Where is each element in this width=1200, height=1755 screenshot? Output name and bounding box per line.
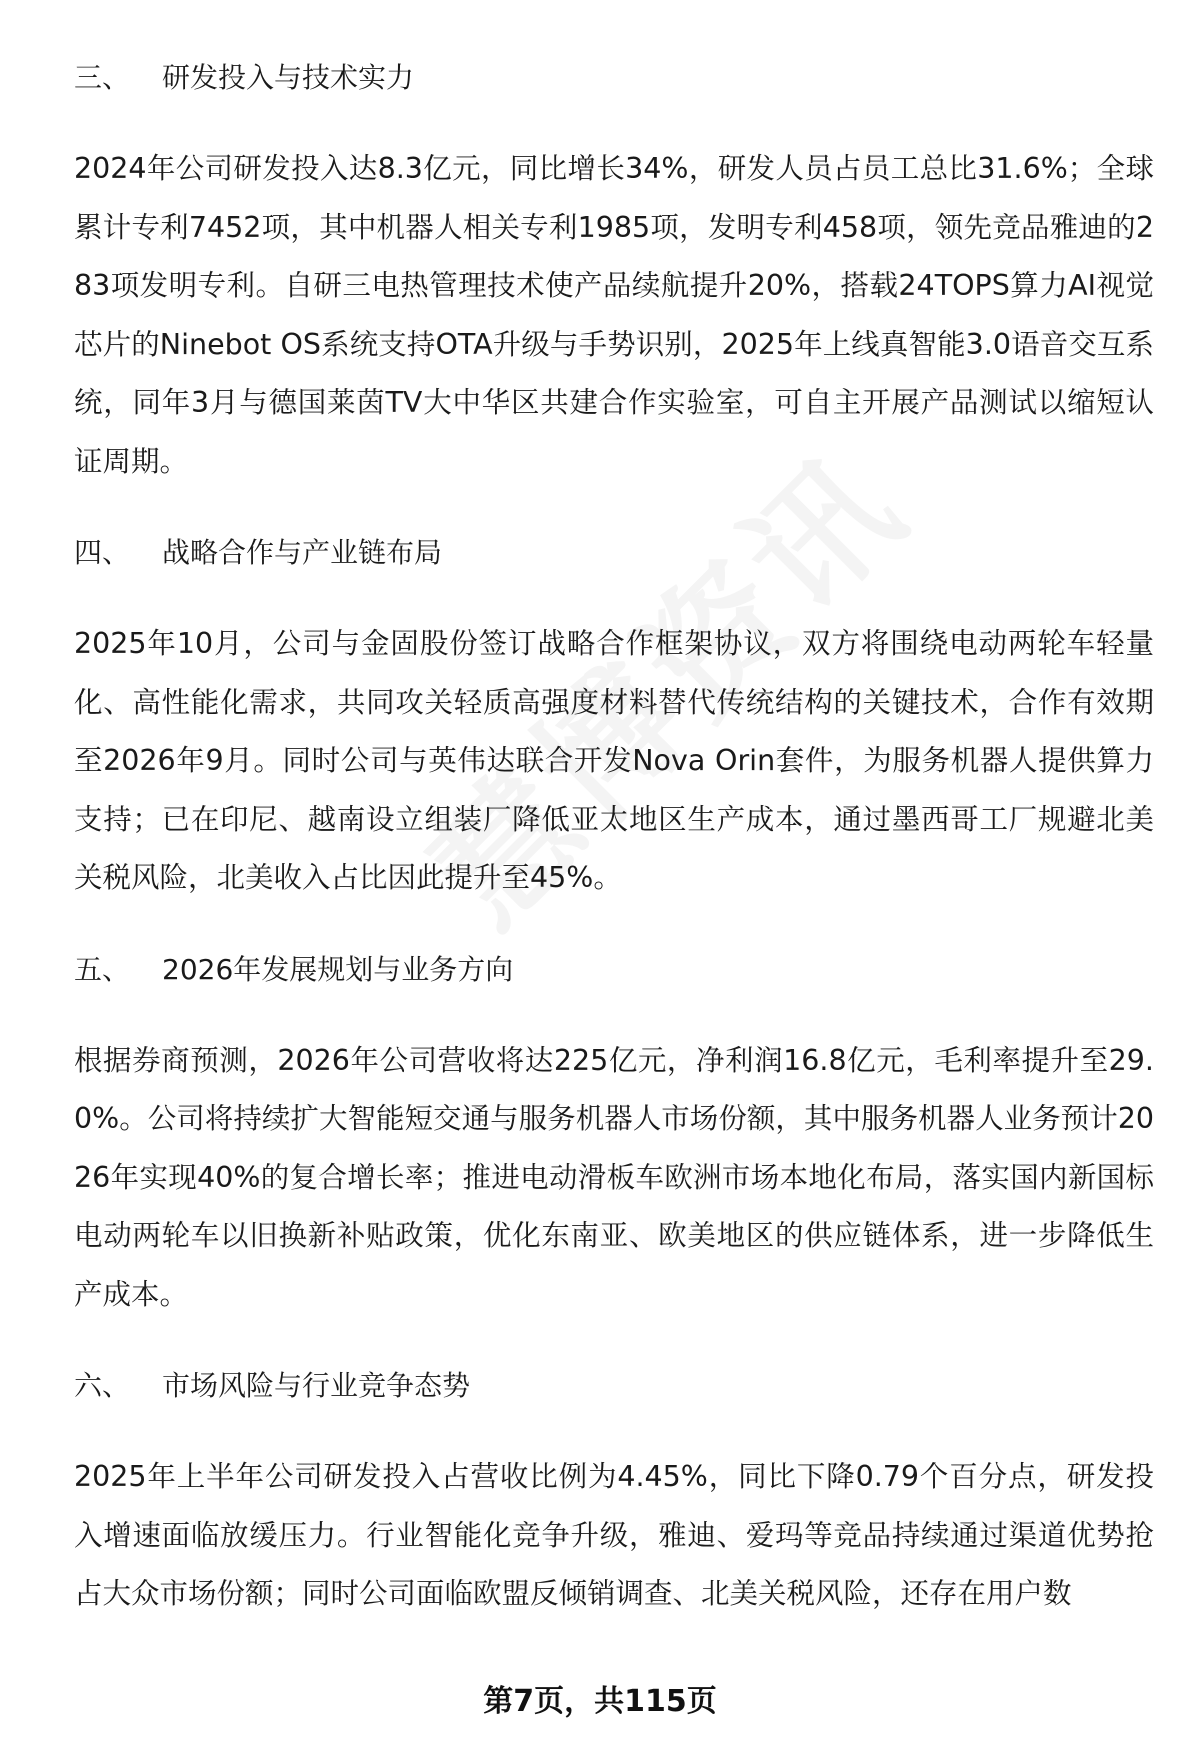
section-title: 研发投入与技术实力 (162, 61, 415, 94)
document-content (74, 58, 1154, 1666)
section-heading-5 (74, 950, 1154, 990)
section-body-4: 2025年10月，公司与金固股份签订战略合作框架协议，双方将围绕电动两轮车轻量化、高性能化需求，共同攻关轻质高强度材料替代传统结构的关键技术，合作有效期至2026年9月。同时公司与英伟达联合开发Nova Orin套件，为服务机器人提供算力支持；已在印尼、越南设立组装厂降低亚太地区生产成本，通过墨西哥工厂规避北美关税风险，北美收入占比因此提升至45%。 (74, 627, 1154, 894)
section-heading-4 (74, 533, 1154, 573)
section-body-5: 根据券商预测，2026年公司营收将达225亿元，净利润16.8亿元，毛利率提升至29.0%。公司将持续扩大智能短交通与服务机器人市场份额，其中服务机器人业务预计2026年实现40%的复合增长率；推进电动滑板车欧洲市场本地化布局，落实国内新国标电动两轮车以旧换新补贴政策，优化东南亚、欧美地区的供应链体系，进一步降低生产成本。 (74, 1043, 1154, 1311)
section-body-3: 2024年公司研发投入达8.3亿元，同比增长34%，研发人员占员工总比31.6%；全球累计专利7452项，其中机器人相关专利1985项，发明专利458项，领先竞品雅迪的283项发明专利。自研三电热管理技术使产品续航提升20%，搭载24TOPS算力AI视觉芯片的Ninebot OS系统支持OTA升级与手势识别，2025年上线真智能3.0语音交互系统，同年3月与德国莱茵TV大中华区共建合作实验室，可自主开展产品测试以缩短认证周期。 (74, 152, 1154, 478)
section-body-6: 2025年上半年公司研发投入占营收比例为4.45%，同比下降0.79个百分点，研发投入增速面临放缓压力。行业智能化竞争升级，雅迪、爱玛等竞品持续通过渠道优势抢占大众市场份额；同时公司面临欧盟反倾销调查、北美关税风险，还存在用户数 (74, 1460, 1154, 1610)
section-heading-3 (74, 58, 1154, 98)
section-number: 六、 (74, 1369, 131, 1402)
section-title: 2026年发展规划与业务方向 (162, 952, 514, 986)
section-number: 五、 (74, 952, 131, 986)
page-number-footer: 第7页，共115页 (483, 1684, 717, 1719)
section-number: 三、 (74, 61, 131, 94)
section-title: 市场风险与行业竞争态势 (162, 1369, 471, 1402)
section-number: 四、 (74, 536, 131, 569)
section-heading-6 (74, 1366, 1154, 1406)
section-title: 战略合作与产业链布局 (162, 536, 443, 569)
